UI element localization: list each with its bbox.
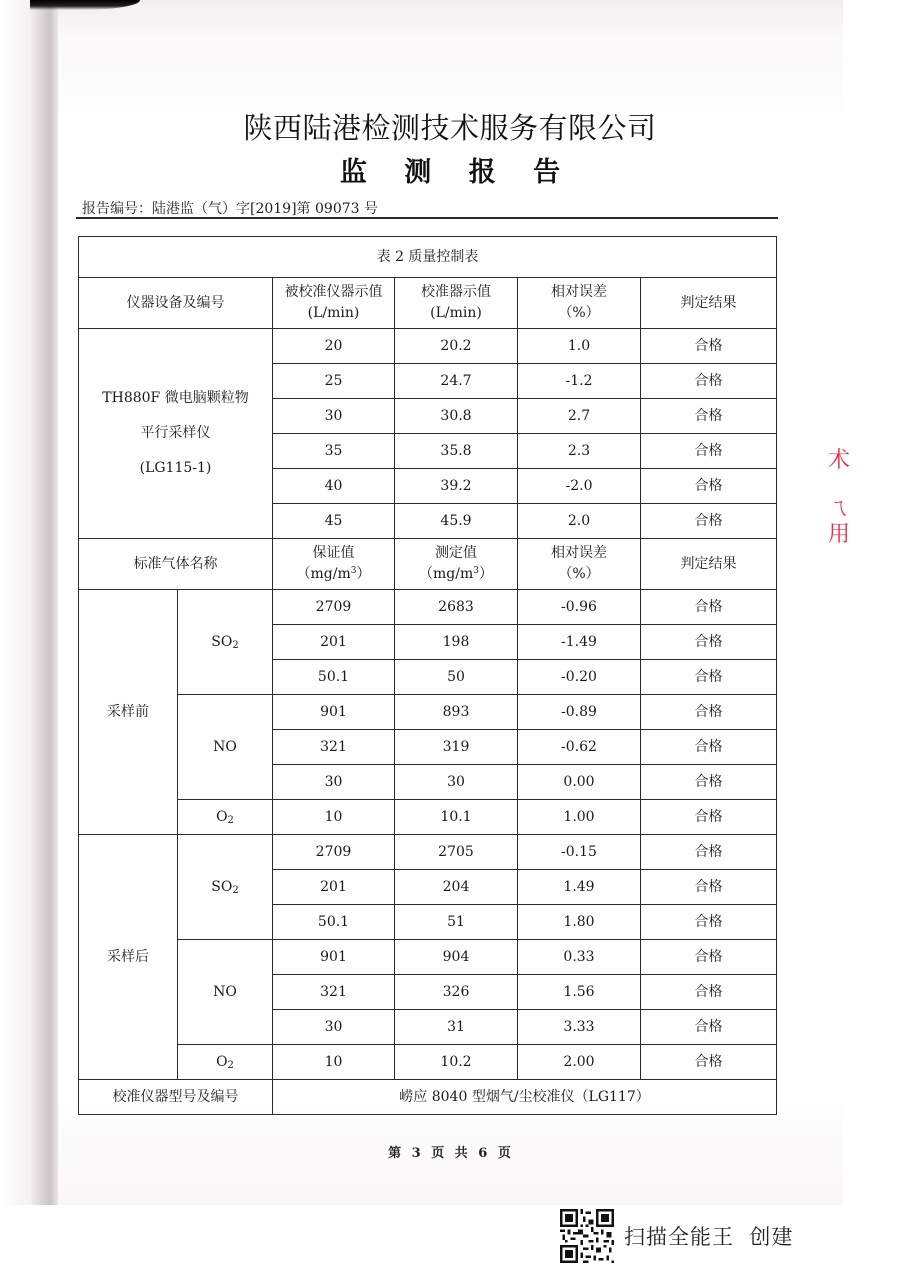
result: 合格 xyxy=(641,765,777,800)
gas-subscript: 2 xyxy=(227,815,234,826)
measured-value: 198 xyxy=(395,625,518,660)
watermark-text: 扫描全能王 创建 xyxy=(624,1225,794,1249)
header-divider xyxy=(76,217,778,219)
gas-name-o2 xyxy=(178,800,273,835)
stamp-fragment: 术 xyxy=(828,448,851,473)
result: 合格 xyxy=(641,730,777,765)
guaranteed-value: 30 xyxy=(273,1010,395,1045)
measured-value: 31 xyxy=(395,1010,518,1045)
result: 合格 xyxy=(641,1010,777,1045)
calibrator-value: 20.2 xyxy=(395,329,518,364)
gas-name-no xyxy=(178,940,273,1045)
result: 合格 xyxy=(641,940,777,975)
gas-subscript: 2 xyxy=(232,885,239,896)
result: 合格 xyxy=(641,870,777,905)
result: 合格 xyxy=(641,695,777,730)
instrument-cell xyxy=(79,329,273,539)
report-number: 报告编号：陆港监（气）字[2019]第 09073 号 xyxy=(82,201,378,217)
gas-formula: NO xyxy=(213,739,237,755)
header-relative-error-label: 相对误差 xyxy=(551,284,607,300)
gas-row xyxy=(79,835,777,870)
measured-value: 30 xyxy=(395,765,518,800)
relative-error: 1.0 xyxy=(518,329,641,364)
measured-value: 893 xyxy=(395,695,518,730)
company-name: 陕西陆港检测技术服务有限公司 xyxy=(243,111,657,145)
guaranteed-value: 321 xyxy=(273,730,395,765)
gas-name-so2 xyxy=(178,835,273,940)
header-calibrated-value xyxy=(273,278,395,329)
qr-code-icon xyxy=(560,1209,614,1263)
measured-value: 204 xyxy=(395,870,518,905)
result: 合格 xyxy=(641,504,777,539)
guaranteed-value: 10 xyxy=(273,800,395,835)
calibrator-row xyxy=(79,1080,777,1115)
instrument-type: 平行采样仪 xyxy=(140,425,211,441)
result: 合格 xyxy=(641,905,777,940)
guaranteed-value: 10 xyxy=(273,1045,395,1080)
instrument-id: (LG115-1) xyxy=(139,460,212,476)
header-result: 判定结果 xyxy=(641,278,777,329)
header-gas-relative-error-label: 相对误差 xyxy=(551,545,607,561)
relative-error: 2.7 xyxy=(518,399,641,434)
calibrator-label: 校准仪器型号及编号 xyxy=(79,1080,273,1115)
camscanner-watermark xyxy=(560,1208,793,1264)
calibrator-value: 崂应 8040 型烟气/尘校准仪（LG117） xyxy=(273,1080,777,1115)
measured-value: 50 xyxy=(395,660,518,695)
guaranteed-value: 201 xyxy=(273,625,395,660)
calibrated-value: 30 xyxy=(273,399,395,434)
result: 合格 xyxy=(641,1045,777,1080)
stamp-fragment: ㄟ xyxy=(828,496,851,521)
result: 合格 xyxy=(641,975,777,1010)
relative-error: -1.49 xyxy=(518,625,641,660)
measured-value: 51 xyxy=(395,905,518,940)
gas-subscript: 2 xyxy=(232,640,239,651)
header-measured-unit xyxy=(395,564,517,585)
gas-name-no xyxy=(178,695,273,800)
gas-row xyxy=(79,940,777,975)
gas-name-o2 xyxy=(178,1045,273,1080)
relative-error: -0.89 xyxy=(518,695,641,730)
header-guaranteed-label: 保证值 xyxy=(312,545,355,561)
gas-formula: O xyxy=(216,809,228,825)
unit-text: ） xyxy=(356,566,371,582)
result: 合格 xyxy=(641,625,777,660)
header-measured-label: 测定值 xyxy=(435,545,477,561)
header-gas-relative-error-unit: （%） xyxy=(558,566,600,582)
result: 合格 xyxy=(641,590,777,625)
relative-error: -0.96 xyxy=(518,590,641,625)
relative-error: 1.00 xyxy=(518,800,641,835)
header-calibrator-value-unit: (L/min) xyxy=(430,305,482,321)
relative-error: 0.00 xyxy=(518,765,641,800)
header-guaranteed xyxy=(273,539,395,590)
calibrator-value: 30.8 xyxy=(395,399,518,434)
header-calibrated-value-label: 被校准仪器示值 xyxy=(284,284,383,300)
guaranteed-value: 321 xyxy=(273,975,395,1010)
guaranteed-value: 201 xyxy=(273,870,395,905)
relative-error: -0.62 xyxy=(518,730,641,765)
flow-header-row xyxy=(79,278,777,329)
quality-control-table xyxy=(78,236,777,1115)
gas-row xyxy=(79,590,777,625)
header-relative-error-unit: （%） xyxy=(558,305,600,321)
result: 合格 xyxy=(641,660,777,695)
measured-value: 326 xyxy=(395,975,518,1010)
measured-value: 10.1 xyxy=(395,800,518,835)
header-gas-relative-error xyxy=(518,539,641,590)
relative-error: 2.3 xyxy=(518,434,641,469)
measured-value: 2683 xyxy=(395,590,518,625)
calibrator-value: 24.7 xyxy=(395,364,518,399)
gas-row xyxy=(79,1045,777,1080)
relative-error: 1.49 xyxy=(518,870,641,905)
calibrated-value: 20 xyxy=(273,329,395,364)
relative-error: -0.20 xyxy=(518,660,641,695)
measured-value: 319 xyxy=(395,730,518,765)
result: 合格 xyxy=(641,835,777,870)
gas-formula: O xyxy=(216,1054,228,1070)
gas-formula: SO xyxy=(211,634,233,650)
table-caption: 表 2 质量控制表 xyxy=(79,237,777,278)
calibrated-value: 25 xyxy=(273,364,395,399)
measured-value: 2705 xyxy=(395,835,518,870)
gas-row xyxy=(79,800,777,835)
calibrator-value: 45.9 xyxy=(395,504,518,539)
header-calibrated-value-unit: (L/min) xyxy=(307,305,360,321)
result: 合格 xyxy=(641,399,777,434)
calibrator-value: 35.8 xyxy=(395,434,518,469)
gas-name-so2 xyxy=(178,590,273,695)
stage-after-sampling: 采样后 xyxy=(79,835,178,1080)
calibrated-value: 35 xyxy=(273,434,395,469)
header-relative-error xyxy=(518,278,641,329)
guaranteed-value: 50.1 xyxy=(273,905,395,940)
guaranteed-value: 901 xyxy=(273,940,395,975)
calibrator-value: 39.2 xyxy=(395,469,518,504)
relative-error: -2.0 xyxy=(518,469,641,504)
page-indicator: 第 3 页 共 6 页 xyxy=(388,1146,512,1161)
relative-error: 1.56 xyxy=(518,975,641,1010)
red-seal-stamp xyxy=(828,448,850,548)
calibrated-value: 45 xyxy=(273,504,395,539)
result: 合格 xyxy=(641,800,777,835)
unit-text: ） xyxy=(478,566,493,582)
unit-text: （mg/m xyxy=(419,566,474,582)
gas-formula: SO xyxy=(211,879,233,895)
flow-row xyxy=(79,329,777,364)
stamp-gap xyxy=(828,474,850,496)
header-gas-name: 标准气体名称 xyxy=(79,539,273,590)
guaranteed-value: 2709 xyxy=(273,590,395,625)
guaranteed-value: 2709 xyxy=(273,835,395,870)
report-title: 监 测 报 告 xyxy=(339,157,575,188)
gas-subscript: 2 xyxy=(227,1060,234,1071)
result: 合格 xyxy=(641,364,777,399)
relative-error: 1.80 xyxy=(518,905,641,940)
gas-formula: NO xyxy=(213,984,237,1000)
result: 合格 xyxy=(641,469,777,504)
gas-row xyxy=(79,695,777,730)
result: 合格 xyxy=(641,434,777,469)
relative-error: -0.15 xyxy=(518,835,641,870)
gas-header-row xyxy=(79,539,777,590)
instrument-name: TH880F 微电脑颗粒物 xyxy=(102,390,249,406)
measured-value: 904 xyxy=(395,940,518,975)
stage-before-sampling: 采样前 xyxy=(79,590,178,835)
relative-error: 0.33 xyxy=(518,940,641,975)
header-measured xyxy=(395,539,518,590)
header-guaranteed-unit xyxy=(273,564,394,585)
guaranteed-value: 30 xyxy=(273,765,395,800)
guaranteed-value: 50.1 xyxy=(273,660,395,695)
guaranteed-value: 901 xyxy=(273,695,395,730)
header-gas-result: 判定结果 xyxy=(641,539,777,590)
header-calibrator-value-label: 校准器示值 xyxy=(421,284,491,300)
unit-text: （mg/m xyxy=(296,566,351,582)
stamp-fragment: 用 xyxy=(828,522,851,547)
header-calibrator-value xyxy=(395,278,518,329)
relative-error: 2.0 xyxy=(518,504,641,539)
result: 合格 xyxy=(641,329,777,364)
relative-error: -1.2 xyxy=(518,364,641,399)
header-instrument: 仪器设备及编号 xyxy=(79,278,273,329)
measured-value: 10.2 xyxy=(395,1045,518,1080)
relative-error: 3.33 xyxy=(518,1010,641,1045)
calibrated-value: 40 xyxy=(273,469,395,504)
unit-superscript: 3 xyxy=(350,566,357,576)
unit-superscript: 3 xyxy=(473,566,479,576)
relative-error: 2.00 xyxy=(518,1045,641,1080)
